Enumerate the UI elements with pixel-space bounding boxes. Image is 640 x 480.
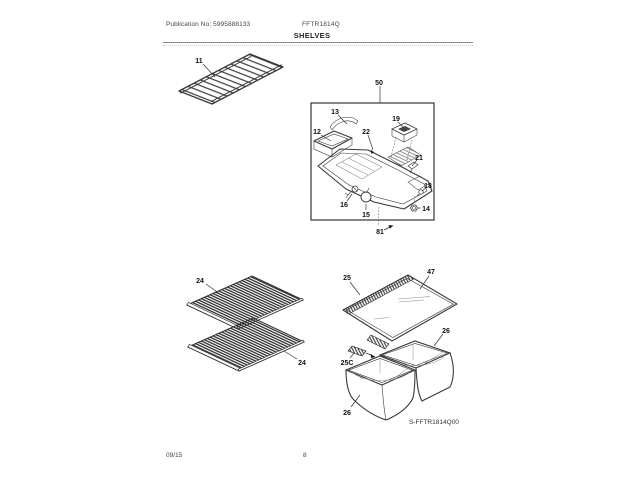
callout-50: 50 — [375, 80, 383, 87]
callout-24-bottom: 24 — [298, 360, 306, 367]
assembly-box-50 — [311, 103, 434, 226]
shelf-24-bottom-drawing — [188, 318, 304, 371]
callout-47: 47 — [427, 269, 435, 276]
callout-26-right: 26 — [442, 328, 450, 335]
crisper-drawer-left-drawing — [346, 356, 415, 420]
callout-11: 11 — [195, 58, 203, 65]
callout-25: 25 — [343, 275, 351, 282]
callout-16: 16 — [340, 202, 348, 209]
callout-21: 21 — [415, 155, 423, 162]
callout-13: 13 — [331, 109, 339, 116]
callout-15: 15 — [362, 212, 370, 219]
callout-26-left: 26 — [343, 410, 351, 417]
footer-date: 09/15 — [166, 452, 183, 459]
publication-number: Publication No: 5995888133 — [166, 21, 251, 28]
section-title: SHELVES — [293, 31, 331, 40]
model-number: FFTR1814Q — [302, 21, 340, 28]
callout-22: 22 — [362, 129, 370, 136]
callout-81: 81 — [376, 229, 384, 236]
callout-25c: 25C — [340, 360, 354, 367]
slider-25c-drawing — [348, 346, 376, 358]
callout-24-top: 24 — [196, 278, 204, 285]
callout-19: 19 — [392, 116, 400, 123]
footer-page-number: 8 — [303, 452, 307, 459]
arrow-81 — [384, 225, 394, 230]
callout-12: 12 — [313, 129, 321, 136]
callout-14: 14 — [422, 206, 430, 213]
callout-18: 18 — [424, 183, 432, 190]
diagram-code: S-FFTR1814Q00 — [409, 419, 459, 426]
